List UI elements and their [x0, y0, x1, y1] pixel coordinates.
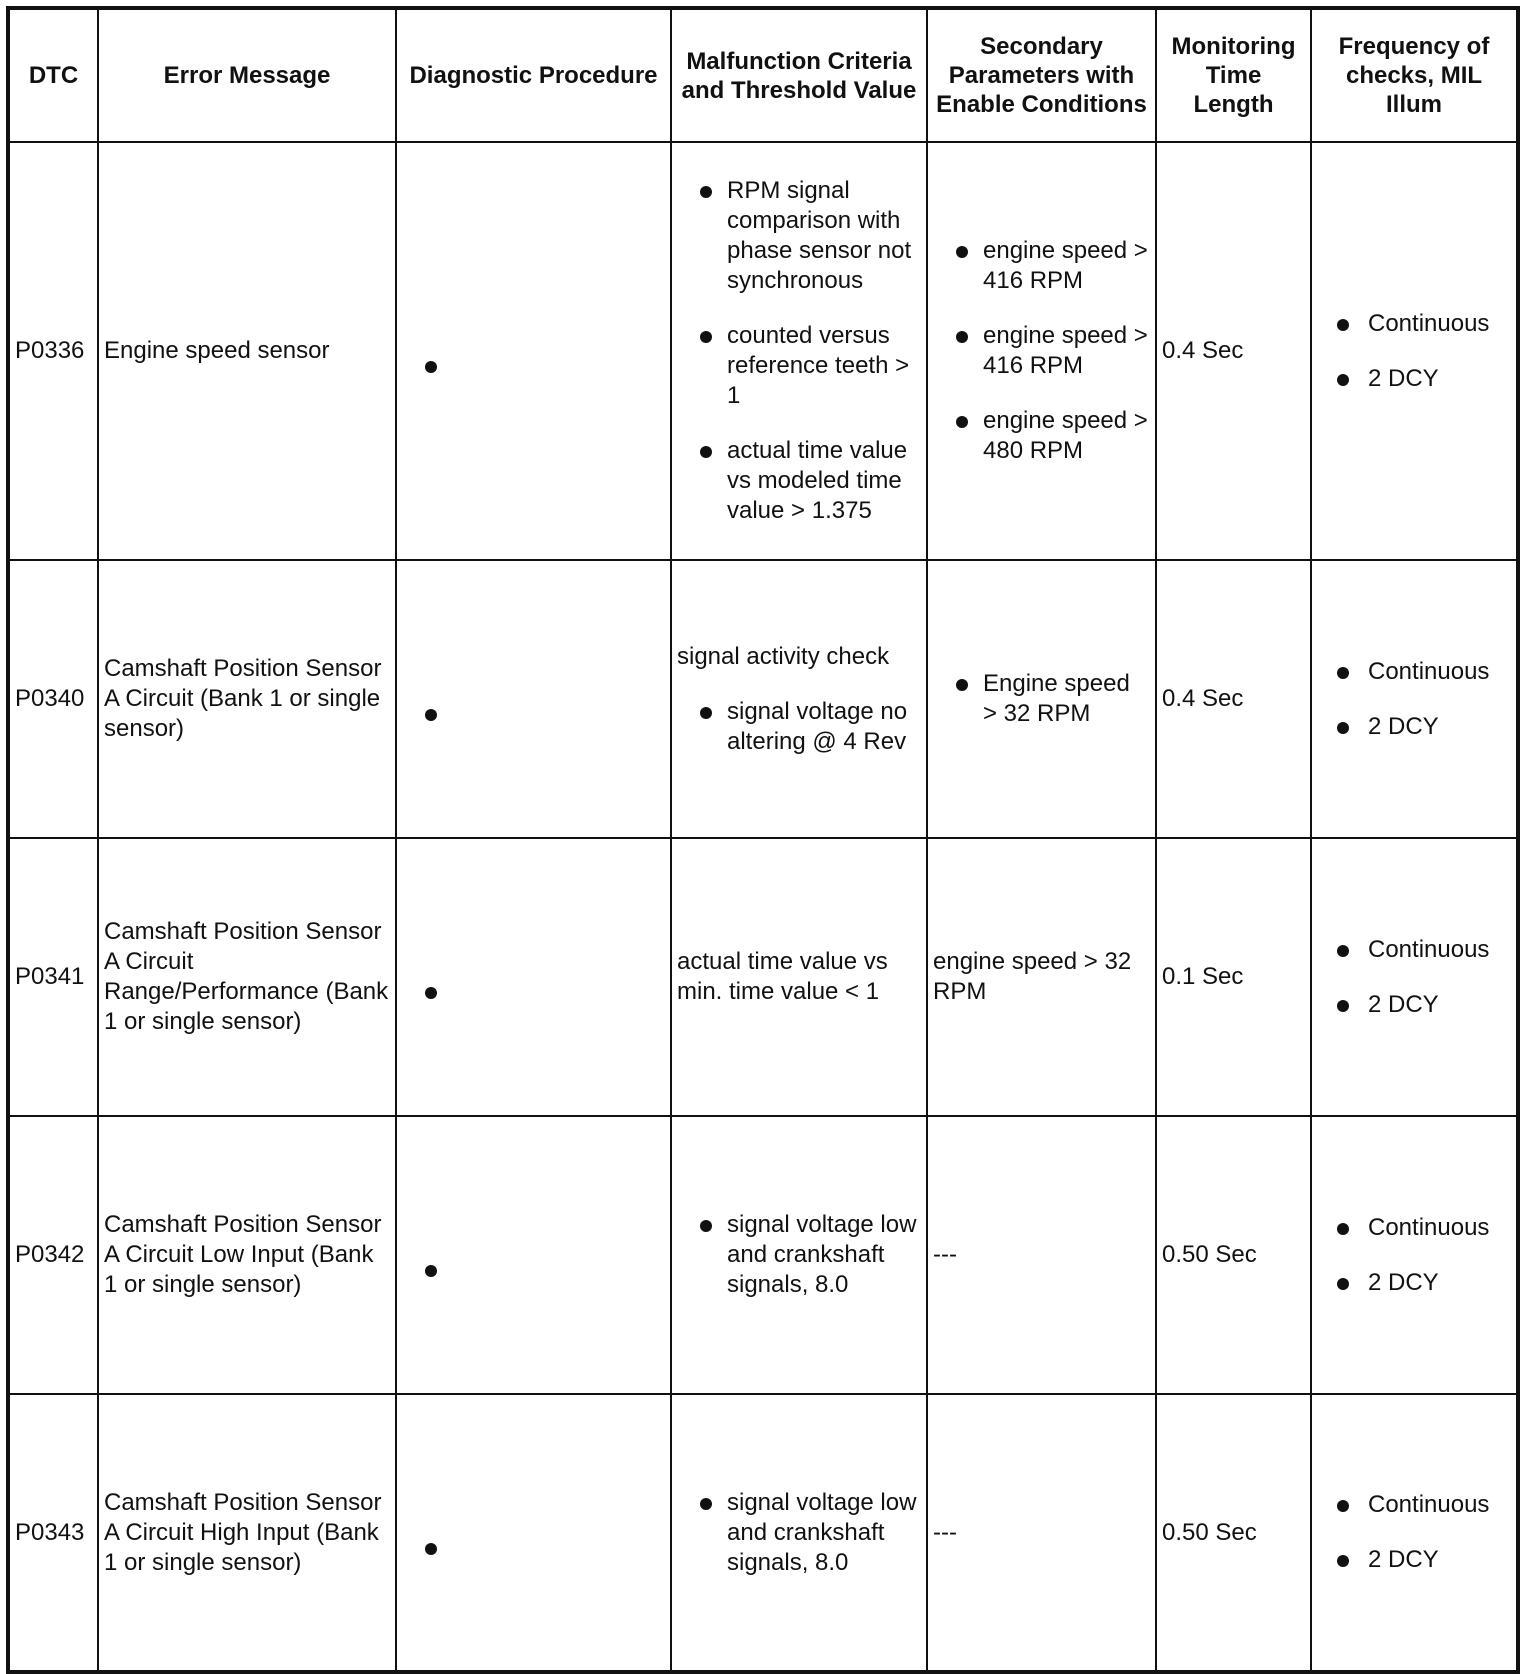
criteria-cell	[671, 1116, 927, 1394]
criteria-cell	[671, 1394, 927, 1672]
frequency-item: 2 DCY	[1317, 364, 1511, 394]
secondary-item: engine speed > 416 RPM	[933, 236, 1150, 296]
frequency-item: 2 DCY	[1317, 990, 1511, 1020]
table-row	[8, 142, 1518, 560]
frequency-item: Continuous	[1317, 657, 1511, 687]
header-dtc: DTC	[8, 8, 98, 142]
frequency-cell	[1311, 838, 1518, 1116]
dtc-code: P0341	[15, 963, 85, 990]
criteria-text: actual time value vs min. time value < 1	[677, 948, 888, 1005]
monitoring-time-cell	[1156, 560, 1311, 838]
error-message-cell	[98, 560, 396, 838]
procedure-cell	[396, 1116, 671, 1394]
criteria-item: RPM signal comparison with phase sensor not synchronous	[677, 176, 921, 296]
secondary-item: engine speed > 480 RPM	[933, 406, 1150, 466]
criteria-list	[677, 697, 921, 757]
secondary-cell	[927, 1116, 1156, 1394]
monitoring-time-cell	[1156, 1116, 1311, 1394]
frequency-item: 2 DCY	[1317, 1268, 1511, 1298]
frequency-item: Continuous	[1317, 935, 1511, 965]
frequency-cell	[1311, 142, 1518, 560]
procedure-cell	[396, 1394, 671, 1672]
dtc-cell	[8, 560, 98, 838]
secondary-list	[933, 236, 1150, 466]
dtc-cell	[8, 142, 98, 560]
criteria-item: actual time value vs modeled time value > 1.375	[677, 436, 921, 526]
dtc-code: P0336	[15, 337, 85, 364]
frequency-list	[1317, 309, 1511, 394]
criteria-cell	[671, 560, 927, 838]
monitoring-time: 0.50 Sec	[1162, 1241, 1257, 1268]
dtc-code: P0343	[15, 1518, 85, 1546]
criteria-text: signal activity check	[677, 642, 890, 670]
error-message: Camshaft Position Sensor A Circuit Low Input (Bank 1 or single sensor)	[104, 1211, 382, 1298]
dtc-cell	[8, 838, 98, 1116]
dtc-code: P0342	[15, 1241, 85, 1268]
secondary-item: engine speed > 416 RPM	[933, 321, 1150, 381]
procedure-cell	[396, 838, 671, 1116]
dtc-cell	[8, 1116, 98, 1394]
secondary-text: ---	[933, 1518, 957, 1546]
secondary-text: engine speed > 32 RPM	[933, 948, 1132, 1005]
criteria-cell	[671, 838, 927, 1116]
secondary-cell	[927, 560, 1156, 838]
header-error-message: Error Message	[98, 8, 396, 142]
criteria-item: counted versus reference teeth > 1	[677, 321, 921, 411]
error-message: Engine speed sensor	[104, 337, 330, 364]
dtc-table	[6, 6, 1520, 1674]
frequency-item: Continuous	[1317, 1213, 1511, 1243]
error-message: Camshaft Position Sensor A Circuit High Input (Bank 1 or single sensor)	[104, 1488, 382, 1576]
secondary-item: Engine speed > 32 RPM	[933, 669, 1150, 729]
criteria-item: signal voltage low and crankshaft signals, 8.0	[677, 1488, 921, 1578]
dtc-code: P0340	[15, 685, 85, 712]
header-secondary-parameters: Secondary Parameters with Enable Conditions	[927, 8, 1156, 142]
frequency-item: Continuous	[1317, 309, 1511, 339]
criteria-list	[677, 176, 921, 526]
error-message-cell	[98, 1116, 396, 1394]
table-body	[8, 142, 1518, 1672]
header-monitoring-time: Monitoring Time Length	[1156, 8, 1311, 142]
header-malfunction-criteria: Malfunction Criteria and Threshold Value	[671, 8, 927, 142]
error-message-cell	[98, 838, 396, 1116]
frequency-list	[1317, 1213, 1511, 1298]
monitoring-time-cell	[1156, 142, 1311, 560]
frequency-list	[1317, 1490, 1511, 1575]
monitoring-time: 0.4 Sec	[1162, 337, 1244, 364]
procedure-cell	[396, 560, 671, 838]
criteria-list	[677, 1210, 921, 1300]
frequency-list	[1317, 935, 1511, 1020]
monitoring-time-cell	[1156, 838, 1311, 1116]
table-row	[8, 1394, 1518, 1672]
header-row	[8, 8, 1518, 142]
header-diagnostic-procedure: Diagnostic Procedure	[396, 8, 671, 142]
secondary-text: ---	[933, 1241, 957, 1268]
error-message-cell	[98, 1394, 396, 1672]
header-frequency: Frequency of checks, MIL Illum	[1311, 8, 1518, 142]
table-row	[8, 838, 1518, 1116]
criteria-list	[677, 1488, 921, 1578]
frequency-item: Continuous	[1317, 1490, 1511, 1520]
criteria-cell	[671, 142, 927, 560]
secondary-list	[933, 669, 1150, 729]
frequency-list	[1317, 657, 1511, 742]
frequency-cell	[1311, 1394, 1518, 1672]
error-message: Camshaft Position Sensor A Circuit Range/Performance (Bank 1 or single sensor)	[104, 918, 389, 1035]
secondary-cell	[927, 142, 1156, 560]
frequency-cell	[1311, 560, 1518, 838]
frequency-item: 2 DCY	[1317, 712, 1511, 742]
secondary-cell	[927, 1394, 1156, 1672]
table-row	[8, 1116, 1518, 1394]
dtc-cell	[8, 1394, 98, 1672]
monitoring-time: 0.4 Sec	[1162, 685, 1244, 712]
frequency-item: 2 DCY	[1317, 1545, 1511, 1575]
monitoring-time-cell	[1156, 1394, 1311, 1672]
frequency-cell	[1311, 1116, 1518, 1394]
secondary-cell	[927, 838, 1156, 1116]
error-message: Camshaft Position Sensor A Circuit (Bank 1 or single sensor)	[104, 655, 382, 742]
table-row	[8, 560, 1518, 838]
monitoring-time: 0.1 Sec	[1162, 963, 1244, 990]
criteria-item: signal voltage no altering @ 4 Rev	[677, 697, 921, 757]
criteria-item: signal voltage low and crankshaft signals, 8.0	[677, 1210, 921, 1300]
error-message-cell	[98, 142, 396, 560]
procedure-cell	[396, 142, 671, 560]
monitoring-time: 0.50 Sec	[1162, 1518, 1257, 1546]
